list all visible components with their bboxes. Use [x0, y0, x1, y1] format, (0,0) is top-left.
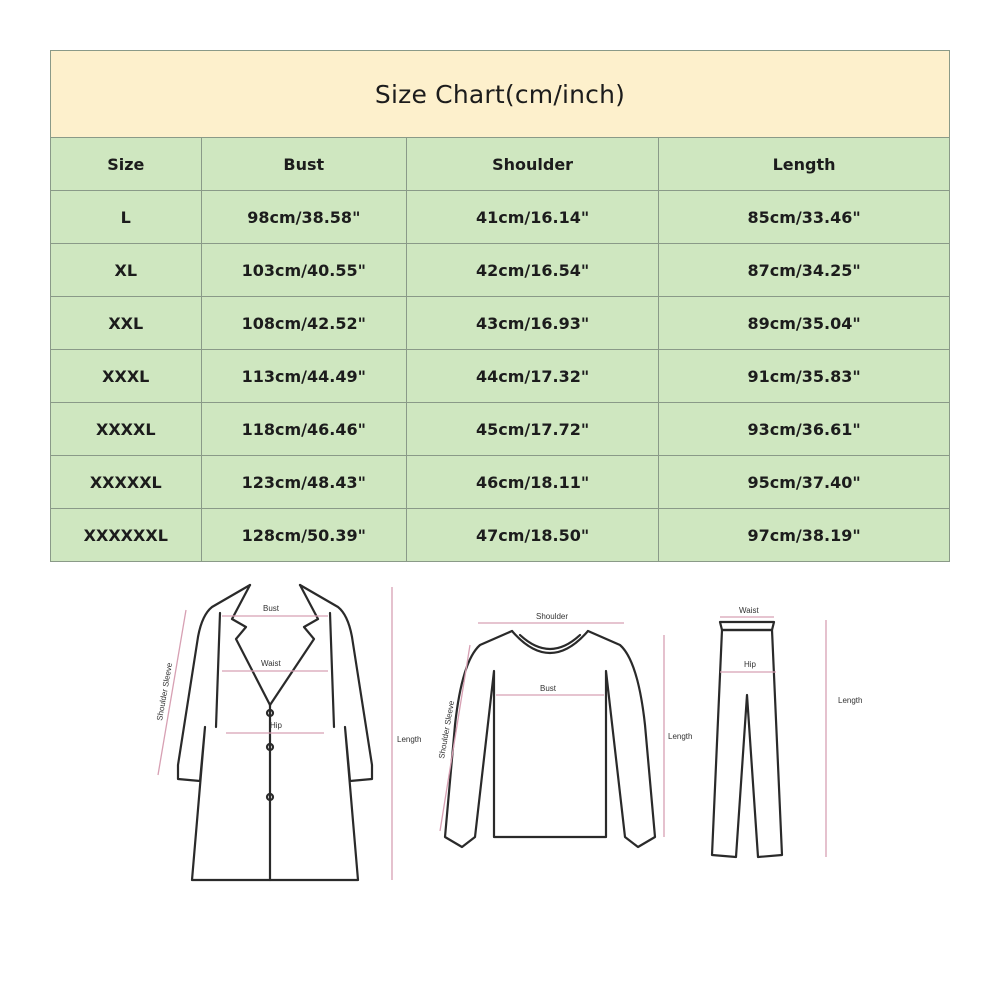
length-cell: 97cm/38.19" [659, 509, 950, 562]
coat-right-lapel [270, 585, 318, 705]
table-row [51, 403, 950, 456]
size-cell: XXL [51, 297, 202, 350]
length-cell: 91cm/35.83" [659, 350, 950, 403]
sweater-bust-label: Bust [540, 684, 557, 693]
coat-left-sleeve-seam [216, 613, 220, 727]
size-cell: XXXXL [51, 403, 202, 456]
bust-cell: 128cm/50.39" [201, 509, 406, 562]
shoulder-cell: 41cm/16.14" [407, 191, 659, 244]
table-row [51, 456, 950, 509]
pants-length-label: Length [838, 696, 863, 705]
bust-cell: 113cm/44.49" [201, 350, 406, 403]
chart-title: Size Chart(cm/inch) [51, 51, 950, 138]
pants-waist-label: Waist [739, 606, 759, 615]
shoulder-cell: 44cm/17.32" [407, 350, 659, 403]
shoulder-cell: 45cm/17.72" [407, 403, 659, 456]
length-cell: 89cm/35.04" [659, 297, 950, 350]
size-chart-table [50, 50, 950, 562]
coat-waist-label: Waist [261, 659, 281, 668]
size-cell: L [51, 191, 202, 244]
header-shoulder: Shoulder [407, 138, 659, 191]
shoulder-cell: 46cm/18.11" [407, 456, 659, 509]
table-row [51, 191, 950, 244]
size-cell: XXXXXL [51, 456, 202, 509]
sweater-shoulder-label: Shoulder [536, 612, 569, 621]
table-row [51, 509, 950, 562]
coat-length-label: Length [397, 735, 422, 744]
length-cell: 93cm/36.61" [659, 403, 950, 456]
sweater-sleeve-label: Shoulder Sleeve [437, 699, 457, 760]
coat-left-lapel [232, 585, 270, 705]
bust-cell: 118cm/46.46" [201, 403, 406, 456]
coat-bust-label: Bust [263, 604, 280, 613]
shoulder-cell: 43cm/16.93" [407, 297, 659, 350]
header-bust: Bust [201, 138, 406, 191]
header-row [51, 138, 950, 191]
sweater-illustration [437, 612, 692, 847]
size-cell: XXXL [51, 350, 202, 403]
bust-cell: 98cm/38.58" [201, 191, 406, 244]
header-size: Size [51, 138, 202, 191]
coat-right-sleeve-seam [330, 613, 334, 727]
size-cell: XXXXXXL [51, 509, 202, 562]
bust-cell: 108cm/42.52" [201, 297, 406, 350]
size-cell: XL [51, 244, 202, 297]
pants-waistband [720, 622, 774, 630]
coat-illustration [155, 585, 421, 880]
bust-cell: 123cm/48.43" [201, 456, 406, 509]
pants-illustration [712, 606, 862, 857]
sweater-outline [445, 631, 655, 847]
shoulder-cell: 47cm/18.50" [407, 509, 659, 562]
title-row [51, 51, 950, 138]
table-row [51, 244, 950, 297]
length-cell: 87cm/34.25" [659, 244, 950, 297]
header-length: Length [659, 138, 950, 191]
length-cell: 85cm/33.46" [659, 191, 950, 244]
coat-hip-label: Hip [270, 721, 283, 730]
shoulder-cell: 42cm/16.54" [407, 244, 659, 297]
measurement-diagram [0, 575, 1000, 895]
length-cell: 95cm/37.40" [659, 456, 950, 509]
sweater-length-label: Length [668, 732, 693, 741]
bust-cell: 103cm/40.55" [201, 244, 406, 297]
pants-hip-label: Hip [744, 660, 757, 669]
table-row [51, 297, 950, 350]
table-row [51, 350, 950, 403]
coat-sleeve-label: Shoulder Sleeve [155, 661, 175, 722]
